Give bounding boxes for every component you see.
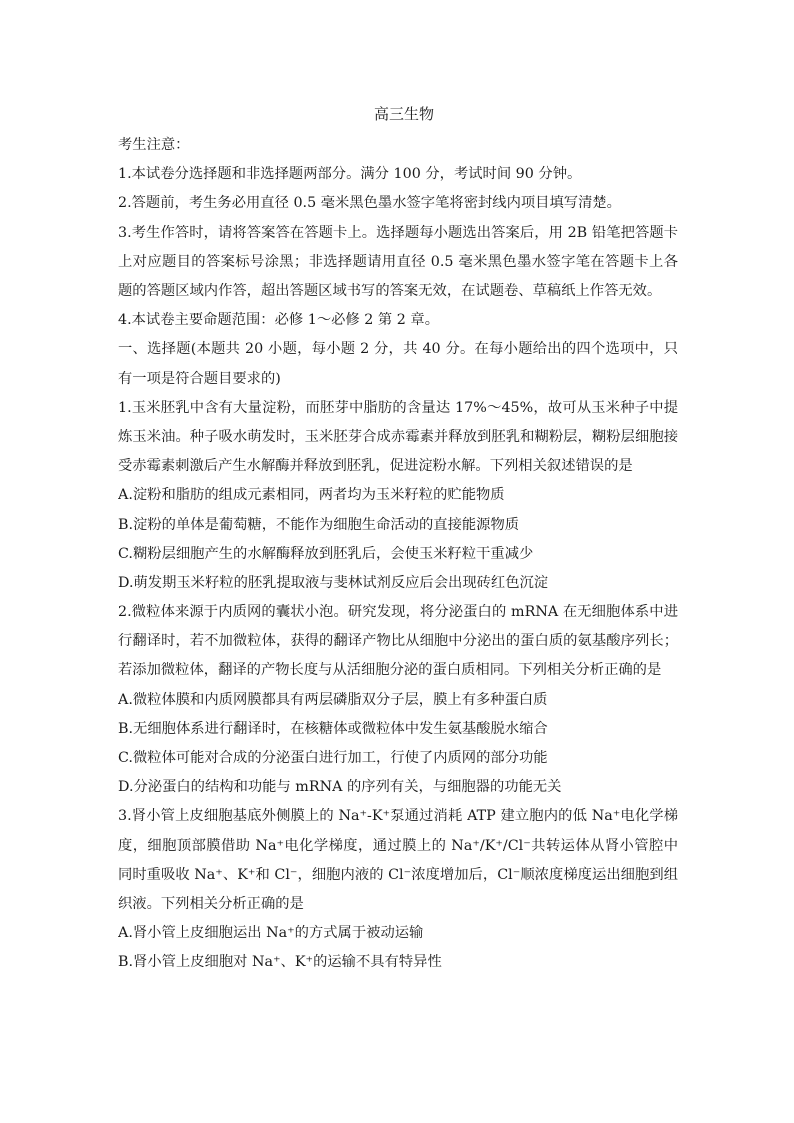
question-1-option-b: B.淀粉的单体是葡萄糖，不能作为细胞生命活动的直接能源物质 <box>118 516 520 533</box>
question-2-option-d: D.分泌蛋白的结构和功能与 mRNA 的序列有关，与细胞器的功能无关 <box>118 779 562 796</box>
notice-2: 2.答题前，考生务必用直径 0.5 毫米黑色墨水签字笔将密封线内项目填写清楚。 <box>118 195 621 212</box>
question-1-option-c: C.糊粉层细胞产生的水解酶释放到胚乳后，会使玉米籽粒干重减少 <box>118 545 534 562</box>
question-3-option-b: B.肾小管上皮细胞对 Na⁺、K⁺的运输不具有特异性 <box>118 954 442 971</box>
section-heading: 一、选择题(本题共 20 小题，每小题 2 分，共 40 分。在每小题给出的四个选项中，只有一项是符合题目要求的) <box>118 341 678 387</box>
question-2-stem: 2.微粒体来源于内质网的囊状小泡。研究发现，将分泌蛋白的 mRNA 在无细胞体系中进行翻译时，若不加微粒体，获得的翻译产物比从细胞中分泌出的蛋白质的氨基酸序列长；若添加微粒体，翻译的产物长度与从活细胞分泌的蛋白质相同。下列相关分析正确的是 <box>118 604 678 679</box>
question-1-option-d: D.萌发期玉米籽粒的胚乳提取液与斐林试剂反应后会出现砖红色沉淀 <box>118 574 549 591</box>
notice-3: 3.考生作答时，请将答案答在答题卡上。选择题每小题选出答案后，用 2B 铅笔把答题卡上对应题目的答案标号涂黑；非选择题请用直径 0.5 毫米黑色墨水签字笔在答题卡上各题的答题区域内作答，超出答题区域书写的答案无效，在试题卷、草稿纸上作答无效。 <box>118 224 678 299</box>
question-2-option-a: A.微粒体膜和内质网膜都具有两层磷脂双分子层，膜上有多种蛋白质 <box>118 691 548 708</box>
exam-page <box>118 102 678 978</box>
notice-4: 4.本试卷主要命题范围：必修 1～必修 2 第 2 章。 <box>118 312 439 329</box>
question-2-option-b: B.无细胞体系进行翻译时，在核糖体或微粒体中发生氨基酸脱水缩合 <box>118 720 548 737</box>
question-1-stem: 1.玉米胚乳中含有大量淀粉，而胚芽中脂肪的含量达 17%～45%，故可从玉米种子中提炼玉米油。种子吸水萌发时，玉米胚芽合成赤霉素并释放到胚乳和糊粉层，糊粉层细胞接受赤霉素刺激后产生水解酶并释放到胚乳，促进淀粉水解。下列相关叙述错误的是 <box>118 399 678 475</box>
page-title: 高三生物 <box>373 105 434 123</box>
question-2-option-c: C.微粒体可能对合成的分泌蛋白进行加工，行使了内质网的部分功能 <box>118 750 548 767</box>
notice-1: 1.本试卷分选择题和非选择题两部分。满分 100 分，考试时间 90 分钟。 <box>118 166 582 183</box>
question-1-option-a: A.淀粉和脂肪的组成元素相同，两者均为玉米籽粒的贮能物质 <box>118 487 505 504</box>
notice-heading: 考生注意： <box>118 137 190 153</box>
question-3-stem: 3.肾小管上皮细胞基底外侧膜上的 Na⁺-K⁺泵通过消耗 ATP 建立胞内的低 Na⁺电化学梯度，细胞顶部膜借助 Na⁺电化学梯度，通过膜上的 Na⁺/K⁺/Cl⁻共转运体从肾小管腔中同时重吸收 Na⁺、K⁺和 Cl⁻，细胞内液的 Cl⁻浓度增加后，Cl⁻顺浓度梯度运出细胞到组织液。下列相关分析正确的是 <box>118 808 678 913</box>
question-3-option-a: A.肾小管上皮细胞运出 Na⁺的方式属于被动运输 <box>118 925 424 942</box>
